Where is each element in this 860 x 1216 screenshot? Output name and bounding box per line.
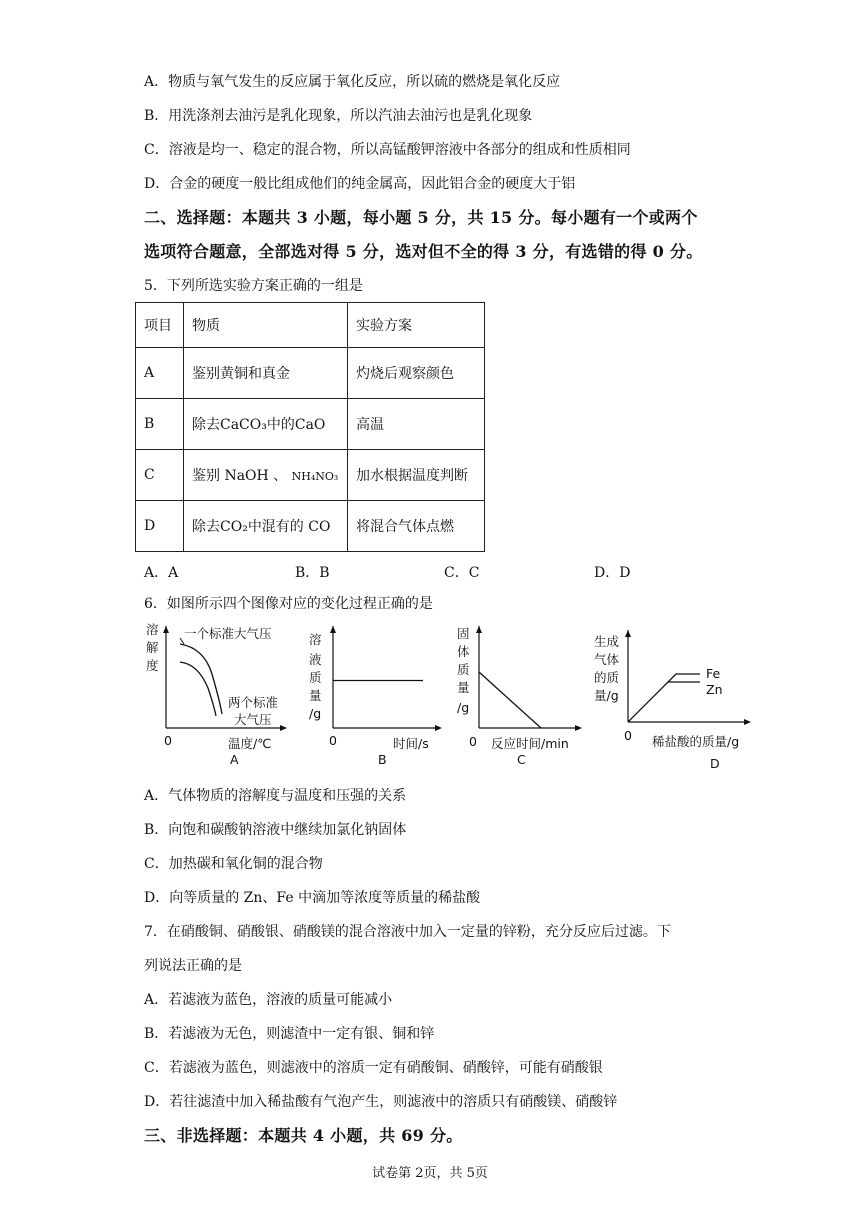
graph-d-caption: D (710, 756, 720, 771)
q5-option-c: C．C (444, 565, 480, 581)
row-item: A (136, 348, 184, 399)
graph-c-origin: 0 (469, 734, 477, 749)
header-item: 项目 (136, 303, 184, 348)
formula: CO₂ (220, 519, 248, 535)
row-item: D (136, 501, 184, 552)
graph-a-xlabel: 温度/℃ (228, 736, 272, 751)
row-item: B (136, 399, 184, 450)
q4-option-d: D．合金的硬度一般比组成他们的纯金属高，因此铝合金的硬度大于铝 (144, 176, 576, 192)
graph-a-curve-2 (180, 644, 222, 714)
graph-d-xlabel: 稀盐酸的质量/g (652, 734, 740, 749)
page-footer: 试卷第 2页，共 5页 (372, 1166, 488, 1181)
table-row (136, 501, 485, 552)
row-substance: 鉴别黄铜和真金 (184, 348, 348, 399)
graph-b-xlabel: 时间/s (393, 736, 429, 751)
formula: CaCO₃ (220, 417, 267, 433)
header-plan: 实验方案 (348, 303, 485, 348)
graph-d-origin: 0 (624, 728, 632, 743)
q5-option-a: A．A (144, 565, 179, 581)
q7-option-c: C．若滤液为蓝色，则滤液中的溶质一定有硝酸铜、硝酸锌，可能有硝酸银 (144, 1060, 603, 1076)
graph-a-caption: A (230, 752, 239, 767)
q6-option-a: A．气体物质的溶解度与温度和压强的关系 (144, 788, 407, 804)
graph-d (592, 622, 757, 772)
graph-c-ylabel-4: 量 (457, 680, 470, 695)
graph-a-ylabel-3: 度 (146, 658, 159, 673)
graph-b-caption: B (378, 752, 387, 767)
graph-b-x-arrow (435, 725, 442, 731)
q6-stem: 6．如图所示四个图像对应的变化过程正确的是 (144, 596, 433, 612)
q7-option-d: D．若往滤渣中加入稀盐酸有气泡产生，则滤液中的溶质只有硝酸镁、硝酸锌 (144, 1094, 618, 1110)
section3-heading: 三、非选择题：本题共 4 小题，共 69 分。 (144, 1126, 463, 1145)
q7-option-a: A．若滤液为蓝色，溶液的质量可能减小 (144, 992, 393, 1008)
q5-option-b: B．B (295, 565, 330, 581)
graph-d-series-fe (628, 674, 700, 722)
q5-option-d: D．D (594, 565, 631, 581)
q6-option-d: D．向等质量的 Zn、Fe 中滴加等浓度等质量的稀盐酸 (144, 890, 481, 906)
graph-a-ylabel-1: 溶 (146, 622, 159, 637)
q7-option-b: B．若滤液为无色，则滤渣中一定有银、铜和锌 (144, 1026, 435, 1042)
graph-a-x-arrow (280, 725, 287, 731)
graph-b-ylabel-4: 量 (309, 688, 322, 703)
q7-stem-line2: 列说法正确的是 (144, 958, 242, 974)
graph-a (140, 622, 290, 772)
formula: NH₄NO₃ (291, 470, 339, 483)
graph-a-ylabel-2: 解 (146, 640, 159, 655)
row-substance: 除去CaCO₃中的CaO (184, 399, 348, 450)
row-plan: 高温 (348, 399, 485, 450)
graph-c-ylabel-5: /g (457, 700, 470, 715)
q4-option-b: B．用洗涤剂去油污是乳化现象，所以汽油去油污也是乳化现象 (144, 108, 533, 124)
table-row (136, 348, 485, 399)
q5-experiment-table (135, 302, 485, 552)
q5-stem: 5．下列所选实验方案正确的一组是 (144, 278, 363, 294)
graph-c-ylabel-2: 体 (457, 644, 470, 659)
row-substance: 鉴别 NaOH 、 NH₄NO₃ (184, 450, 348, 501)
graph-a-curve-label-2b: 大气压 (234, 712, 272, 727)
table-row (136, 399, 485, 450)
header-substance: 物质 (184, 303, 348, 348)
row-plan: 将混合气体点燃 (348, 501, 485, 552)
graph-d-legend-fe: Fe (706, 666, 721, 681)
graph-c-ylabel-3: 质 (457, 662, 470, 677)
graph-a-origin: 0 (164, 733, 172, 748)
graph-b (305, 622, 445, 772)
graph-d-y-arrow (625, 630, 631, 637)
graph-b-ylabel-3: 质 (309, 670, 322, 685)
graph-d-ylabel-1: 生成 (594, 634, 620, 649)
q7-stem-line1: 7．在硝酸铜、硝酸银、硝酸镁的混合溶液中加入一定量的锌粉，充分反应后过滤。下 (144, 924, 671, 940)
graph-d-ylabel-4: 量/g (594, 688, 619, 703)
q6-option-c: C．加热碳和氧化铜的混合物 (144, 856, 323, 872)
q4-option-a: A．物质与氧气发生的反应属于氧化反应，所以硫的燃烧是氧化反应 (144, 74, 561, 90)
graph-b-origin: 0 (329, 733, 337, 748)
section2-heading-line1: 二、选择题：本题共 3 小题，每小题 5 分，共 15 分。每小题有一个或两个 (144, 208, 698, 227)
graph-b-y-arrow (330, 626, 336, 633)
graph-b-ylabel-5: /g (309, 706, 322, 721)
graph-c-y-arrow (476, 626, 482, 633)
row-item: C (136, 450, 184, 501)
graph-c (455, 622, 585, 772)
graph-a-y-arrow (163, 626, 169, 633)
table-row (136, 450, 485, 501)
graph-d-ylabel-3: 的质 (594, 670, 620, 685)
row-plan: 加水根据温度判断 (348, 450, 485, 501)
graph-c-x-arrow (575, 725, 582, 731)
graph-b-ylabel-2: 液 (309, 652, 322, 667)
graph-c-data-line (479, 672, 541, 728)
row-plan: 灼烧后观察颜色 (348, 348, 485, 399)
graph-c-ylabel-1: 固 (457, 626, 470, 641)
graph-d-x-arrow (744, 719, 751, 725)
q6-option-b: B．向饱和碳酸钠溶液中继续加氯化钠固体 (144, 822, 407, 838)
graph-c-xlabel: 反应时间/min (491, 736, 569, 751)
graph-c-caption: C (517, 752, 526, 767)
graph-a-curve-label-1: 一个标准大气压 (184, 626, 272, 641)
graph-d-ylabel-2: 气体 (594, 652, 620, 667)
graph-d-legend-zn: Zn (706, 682, 723, 697)
graph-b-ylabel-1: 溶 (309, 632, 322, 647)
table-header-row (136, 303, 485, 348)
q4-option-c: C．溶液是均一、稳定的混合物，所以高锰酸钾溶液中各部分的组成和性质相同 (144, 142, 631, 158)
graph-a-curve-label-2a: 两个标准 (228, 695, 279, 710)
section2-heading-line2: 选项符合题意，全部选对得 5 分，选对但不全的得 3 分，有选错的得 0 分。 (144, 242, 703, 261)
row-substance: 除去CO₂中混有的 CO (184, 501, 348, 552)
